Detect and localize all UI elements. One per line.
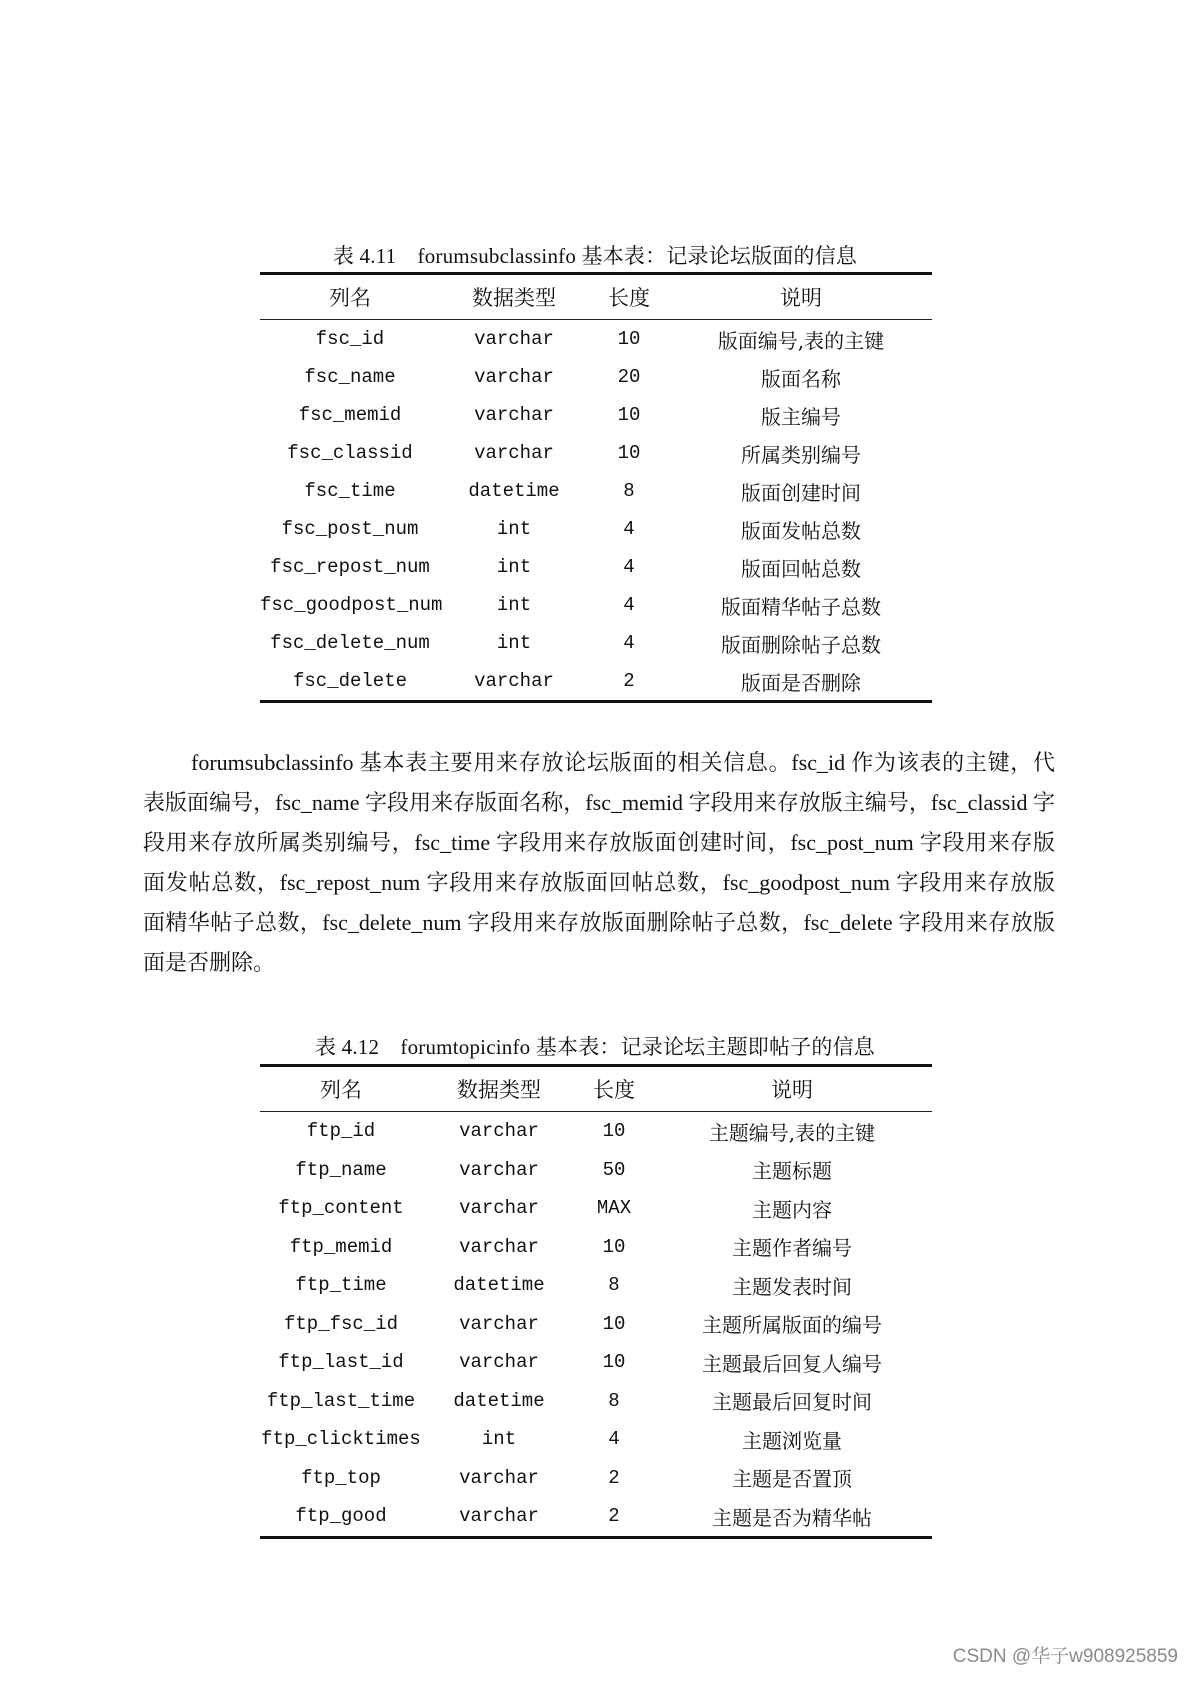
column-header: 长度	[576, 1066, 652, 1112]
column-name-cell: ftp_time	[295, 1274, 387, 1297]
table-row	[260, 548, 932, 586]
column-header: 说明	[652, 1066, 932, 1112]
table-4-12-caption: 表 4.12 forumtopicinfo 基本表：记录论坛主题即帖子的信息	[315, 1035, 875, 1059]
table-forumtopicinfo	[260, 1064, 932, 1539]
data-type-cell: varchar	[422, 1497, 576, 1537]
length-cell: 4	[623, 632, 635, 654]
length-cell: 8	[608, 1389, 620, 1412]
table-row	[260, 510, 932, 548]
description-cell: 主题是否为精华帖	[652, 1497, 932, 1537]
csdn-watermark: CSDN @华子w908925859	[952, 1646, 1178, 1667]
length-cell: 4	[608, 1428, 620, 1451]
data-type-cell: varchar	[459, 1197, 539, 1220]
column-name-cell: ftp_last_id	[278, 1351, 404, 1374]
column-name-cell: fsc_id	[315, 328, 385, 350]
column-name-cell: ftp_clicktimes	[261, 1428, 421, 1451]
data-type-cell: int	[496, 556, 532, 578]
table-row	[260, 586, 932, 624]
description-cell: 版面是否删除	[670, 662, 932, 702]
description-cell: 主题编号,表的主键	[708, 1120, 876, 1145]
column-name-cell: ftp_content	[278, 1197, 404, 1220]
table-row	[260, 434, 932, 472]
column-header: 数据类型	[440, 274, 588, 320]
description-cell: 主题所属版面的编号	[702, 1313, 882, 1338]
data-type-cell: varchar	[440, 662, 588, 702]
table-row	[260, 1228, 932, 1267]
length-cell: 10	[617, 442, 641, 464]
description-cell: 主题最后回复时间	[712, 1390, 872, 1415]
table-row	[260, 1343, 932, 1382]
table-forumsubclassinfo	[260, 272, 932, 703]
data-type-cell: varchar	[459, 1158, 539, 1181]
description-cell: 版面回帖总数	[741, 556, 861, 581]
table-row	[260, 358, 932, 396]
length-cell: 2	[588, 662, 670, 702]
data-type-cell: datetime	[453, 1274, 545, 1297]
data-type-cell: int	[496, 594, 532, 616]
column-name-cell: ftp_memid	[289, 1235, 393, 1258]
data-type-cell: datetime	[468, 480, 560, 502]
data-type-cell: int	[496, 632, 532, 654]
table-row	[260, 1266, 932, 1305]
length-cell: 4	[623, 518, 635, 540]
body-paragraph	[143, 743, 1055, 983]
length-cell: 20	[617, 366, 641, 388]
table-row	[260, 624, 932, 662]
description-cell: 版面创建时间	[741, 480, 861, 505]
table-row	[260, 396, 932, 434]
column-name-cell: ftp_good	[260, 1497, 422, 1537]
column-name-cell: ftp_fsc_id	[283, 1312, 399, 1335]
data-type-cell: int	[481, 1428, 517, 1451]
data-type-cell: varchar	[459, 1351, 539, 1374]
table-row	[260, 320, 932, 359]
data-type-cell: datetime	[453, 1389, 545, 1412]
column-header: 数据类型	[422, 1066, 576, 1112]
table-row	[260, 1189, 932, 1228]
description-cell: 版面编号,表的主键	[717, 328, 885, 353]
data-type-cell: varchar	[474, 328, 554, 350]
paragraph-text: forumsubclassinfo 基本表主要用来存放论坛版面的相关信息。fsc_id 作为该表的主键，代表版面编号，fsc_name 字段用来存版面名称，fsc_memid 字段用来存放版主编号，fsc_classid 字段用来存放所属类别编号，fsc_time 字段用来存放版面创建时间，fsc_post_num 字段用来存版面发帖总数，fsc_repost_num 字段用来存放版面回帖总数，fsc_goodpost_num 字段用来存放版面精华帖子总数，fsc_delete_num 字段用来存放版面删除帖子总数，fsc_delete 字段用来存放版面是否删除。	[143, 750, 1055, 975]
data-type-cell: varchar	[474, 366, 554, 388]
column-header: 列名	[260, 1066, 422, 1112]
column-name-cell: fsc_repost_num	[270, 556, 430, 578]
length-cell: MAX	[596, 1197, 632, 1220]
length-cell: 10	[617, 404, 641, 426]
length-cell: 10	[602, 1120, 626, 1143]
column-name-cell: fsc_delete	[260, 662, 440, 702]
description-cell: 主题内容	[752, 1197, 832, 1222]
length-cell: 50	[602, 1158, 626, 1181]
description-cell: 版面删除帖子总数	[721, 632, 881, 657]
length-cell: 10	[602, 1235, 626, 1258]
table-row	[260, 472, 932, 510]
column-name-cell: fsc_classid	[287, 442, 413, 464]
description-cell: 主题作者编号	[732, 1236, 852, 1261]
description-cell: 版面名称	[761, 366, 841, 391]
column-name-cell: fsc_name	[304, 366, 396, 388]
data-type-cell: varchar	[459, 1466, 539, 1489]
column-name-cell: fsc_post_num	[281, 518, 419, 540]
table-4-11-caption: 表 4.11 forumsubclassinfo 基本表：记录论坛版面的信息	[332, 244, 858, 268]
column-name-cell: ftp_name	[295, 1158, 387, 1181]
table-row	[260, 1497, 932, 1537]
description-cell: 版主编号	[761, 404, 841, 429]
length-cell: 4	[623, 556, 635, 578]
column-header: 说明	[670, 274, 932, 320]
column-name-cell: fsc_memid	[298, 404, 402, 426]
table-row	[260, 1420, 932, 1459]
data-type-cell: int	[496, 518, 532, 540]
column-name-cell: ftp_last_time	[266, 1389, 416, 1412]
length-cell: 8	[608, 1274, 620, 1297]
table-row	[260, 1305, 932, 1344]
length-cell: 2	[608, 1466, 620, 1489]
column-name-cell: ftp_top	[301, 1466, 381, 1489]
data-type-cell: varchar	[459, 1312, 539, 1335]
description-cell: 所属类别编号	[741, 442, 861, 467]
description-cell: 主题浏览量	[742, 1428, 842, 1453]
table-row	[260, 662, 932, 702]
column-header: 列名	[260, 274, 440, 320]
data-type-cell: varchar	[474, 404, 554, 426]
table-row	[260, 1459, 932, 1498]
length-cell: 4	[623, 594, 635, 616]
data-type-cell: varchar	[459, 1120, 539, 1143]
column-name-cell: fsc_goodpost_num	[260, 594, 443, 616]
length-cell: 8	[623, 480, 635, 502]
table-header-row	[260, 274, 932, 320]
table-body	[260, 320, 932, 702]
length-cell: 10	[617, 328, 641, 350]
description-cell: 主题发表时间	[732, 1274, 852, 1299]
table-row	[260, 1151, 932, 1190]
column-name-cell: ftp_id	[306, 1120, 376, 1143]
description-cell: 主题标题	[752, 1159, 832, 1184]
data-type-cell: varchar	[474, 442, 554, 464]
table-body	[260, 1112, 932, 1538]
table-header-row	[260, 1066, 932, 1112]
length-cell: 2	[576, 1497, 652, 1537]
description-cell: 版面发帖总数	[741, 518, 861, 543]
table-row	[260, 1112, 932, 1151]
description-cell: 版面精华帖子总数	[721, 594, 881, 619]
column-header: 长度	[588, 274, 670, 320]
table-row	[260, 1382, 932, 1421]
length-cell: 10	[602, 1351, 626, 1374]
length-cell: 10	[602, 1312, 626, 1335]
column-name-cell: fsc_time	[304, 480, 396, 502]
column-name-cell: fsc_delete_num	[270, 632, 430, 654]
data-type-cell: varchar	[459, 1235, 539, 1258]
description-cell: 主题是否置顶	[732, 1467, 852, 1492]
description-cell: 主题最后回复人编号	[702, 1351, 882, 1376]
